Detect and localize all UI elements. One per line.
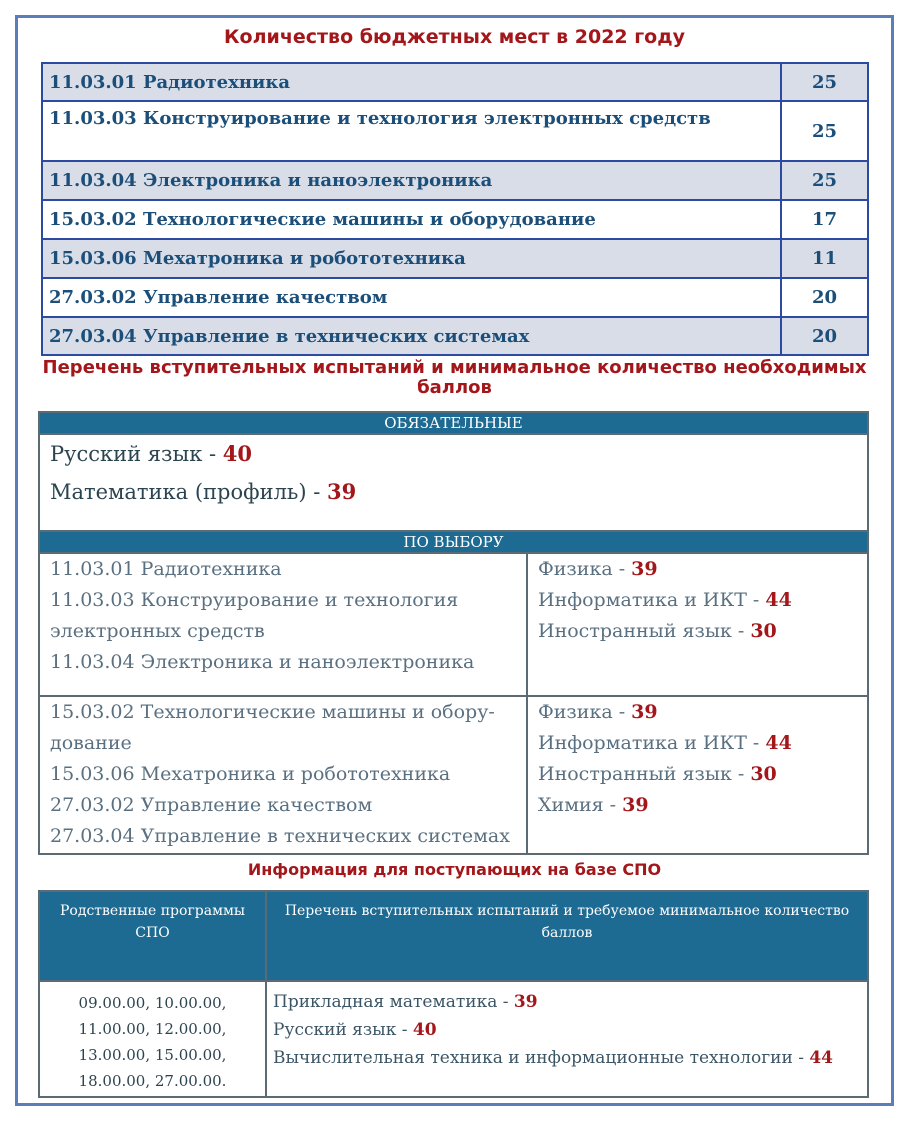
min-score: 30 <box>750 763 777 785</box>
table-row <box>42 200 868 239</box>
subject-item <box>538 554 857 585</box>
choice-header: ПО ВЫБОРУ <box>39 531 868 553</box>
program-cell: 11.03.03 Конструирование и технология электронных средств <box>42 101 781 161</box>
subject-item <box>538 759 857 790</box>
subject-item <box>273 1016 863 1044</box>
spo-table <box>38 890 869 1098</box>
program-line: электронных средств <box>50 620 265 642</box>
subject-item <box>538 790 857 821</box>
subject-name: Прикладная математика - <box>273 992 514 1012</box>
subject-name: Химия - <box>538 794 623 816</box>
min-score: 40 <box>222 441 253 466</box>
subject-name: Физика - <box>538 701 632 723</box>
program-line: 27.03.02 Управление качеством <box>50 794 373 816</box>
quota-title: Количество бюджетных мест в 2022 году <box>224 26 685 48</box>
program-cell: 11.03.01 Радиотехника <box>42 63 781 101</box>
program-line: 15.03.02 Технологические машины и обору- <box>50 701 495 723</box>
program-line: 11.03.01 Радиотехника <box>50 558 282 580</box>
program-list <box>39 696 527 854</box>
table-row <box>42 101 868 161</box>
subject-name: Вычислительная техника и информационные технологии - <box>273 1048 810 1068</box>
subject-list <box>527 553 868 696</box>
subject-list <box>527 696 868 854</box>
min-score: 39 <box>513 992 538 1012</box>
subject-item <box>538 697 857 728</box>
mandatory-header: ОБЯЗАТЕЛЬНЫЕ <box>39 412 868 434</box>
choice-group-row <box>39 696 868 854</box>
table-row <box>42 63 868 101</box>
program-cell: 27.03.02 Управление качеством <box>42 278 781 317</box>
min-score: 44 <box>765 732 792 754</box>
program-cell: 11.03.04 Электроника и наноэлектроника <box>42 161 781 200</box>
spo-code-line: 18.00.00, 27.00.00. <box>78 1072 227 1090</box>
spo-code-line: 13.00.00, 15.00.00, <box>78 1046 227 1064</box>
subject-item <box>273 1044 863 1072</box>
subject-name: Русский язык - <box>50 442 223 466</box>
min-score: 30 <box>750 620 777 642</box>
min-score: 39 <box>631 701 658 723</box>
seats-cell: 25 <box>781 161 868 200</box>
spo-header-row <box>39 891 868 981</box>
min-score: 39 <box>631 558 658 580</box>
seats-cell: 20 <box>781 317 868 355</box>
subject-name: Информатика и ИКТ - <box>538 589 766 611</box>
program-cell: 15.03.06 Мехатроника и робототехника <box>42 239 781 278</box>
table-row <box>42 278 868 317</box>
program-cell: 27.03.04 Управление в технических системах <box>42 317 781 355</box>
mandatory-row <box>39 434 868 531</box>
spo-subject-list <box>266 981 868 1097</box>
seats-cell: 11 <box>781 239 868 278</box>
spo-data-row <box>39 981 868 1097</box>
spo-title: Информация для поступающих на базе СПО <box>247 860 662 879</box>
subject-item <box>538 585 857 616</box>
min-score: 39 <box>326 479 357 504</box>
program-line: 27.03.04 Управление в технических системах <box>50 825 510 847</box>
seats-cell: 25 <box>781 101 868 161</box>
min-score: 40 <box>412 1020 437 1040</box>
subject-item <box>273 988 863 1016</box>
mandatory-cell <box>39 434 868 531</box>
table-row <box>42 317 868 355</box>
spo-code-line: 09.00.00, 10.00.00, <box>78 994 227 1012</box>
subject-item <box>538 728 857 759</box>
subject-item <box>538 616 857 647</box>
program-cell: 15.03.02 Технологические машины и оборудование <box>42 200 781 239</box>
program-line: 11.03.04 Электроника и наноэлектроника <box>50 651 475 673</box>
program-line: дование <box>50 732 132 754</box>
choice-group-row <box>39 553 868 696</box>
table-row <box>42 239 868 278</box>
program-list <box>39 553 527 696</box>
seats-cell: 17 <box>781 200 868 239</box>
program-line: 11.03.03 Конструирование и технология <box>50 589 459 611</box>
exams-table <box>38 411 869 855</box>
exams-title: Перечень вступительных испытаний и минимальное количество необходимых баллов <box>42 357 867 398</box>
table-row <box>42 161 868 200</box>
min-score: 39 <box>622 794 649 816</box>
subject-name: Математика (профиль) - <box>50 480 327 504</box>
spo-exams-header: Перечень вступительных испытаний и требуемое минимальное количество баллов <box>266 891 868 981</box>
seats-cell: 20 <box>781 278 868 317</box>
subject-name: Иностранный язык - <box>538 763 751 785</box>
subject-name: Физика - <box>538 558 632 580</box>
mandatory-item <box>50 473 857 511</box>
subject-name: Русский язык - <box>273 1020 413 1040</box>
seats-cell: 25 <box>781 63 868 101</box>
choice-header-row <box>39 531 868 553</box>
spo-programs-header: Родственные программы СПО <box>39 891 266 981</box>
min-score: 44 <box>765 589 792 611</box>
program-line: 15.03.06 Мехатроника и робототехника <box>50 763 451 785</box>
mandatory-header-row <box>39 412 868 434</box>
spo-code-line: 11.00.00, 12.00.00, <box>78 1020 227 1038</box>
subject-name: Иностранный язык - <box>538 620 751 642</box>
mandatory-item <box>50 435 857 473</box>
quota-table <box>41 62 869 356</box>
spo-codes <box>39 981 266 1097</box>
subject-name: Информатика и ИКТ - <box>538 732 766 754</box>
min-score: 44 <box>809 1048 834 1068</box>
